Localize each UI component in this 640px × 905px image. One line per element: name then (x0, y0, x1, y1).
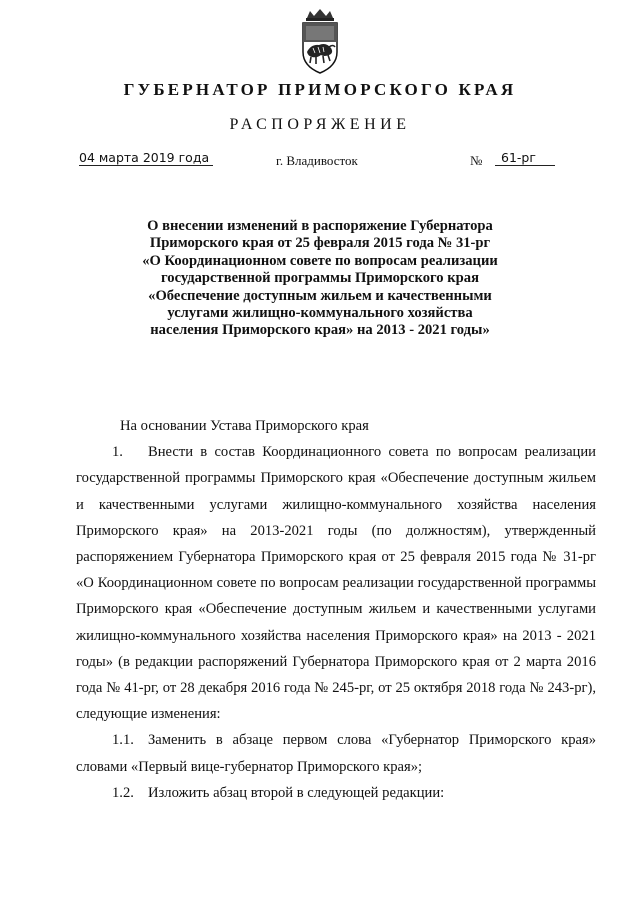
governor-heading: ГУБЕРНАТОР ПРИМОРСКОГО КРАЯ (123, 80, 517, 99)
title-line: «Обеспечение доступным жильем и качественными (148, 287, 492, 304)
coat-of-arms-icon (293, 8, 347, 76)
document-body (76, 413, 596, 806)
title-line: государственной программы Приморского края (161, 270, 479, 287)
item-1-number: 1. (112, 444, 123, 461)
item-1-1-text: Заменить в абзаце первом слова «Губернатор Приморского края» словами «Первый вице-губернатор Приморского края»; (76, 732, 596, 775)
document-type: РАСПОРЯЖЕНИЕ (229, 116, 411, 133)
number-label: № (470, 153, 483, 168)
title-line: О внесении изменений в распоряжение Губернатора (147, 218, 493, 234)
title-line: «О Координационном совете по вопросам реализации (142, 252, 498, 269)
title-line: Приморского края от 25 февраля 2015 года № 31-рг (149, 235, 491, 252)
document-number: 61-рг (495, 150, 555, 166)
title-line: населения Приморского края» на 2013 - 2021 годы» (150, 322, 490, 339)
item-1-2-text: Изложить абзац второй в следующей редакции: (148, 784, 445, 801)
item-1-paragraph (76, 439, 596, 727)
document-title (90, 218, 550, 340)
item-1-text: Внести в состав Координационного совета по вопросам реализации государственной программы Приморского края «Обеспечение доступным жильем и качественными услугами жилищно-коммунального хозяйства населения Приморского края» на 2013-2021 годы (по должностям), утвержденный распоряжением Губернатора Приморского края от 25 февраля 2015 года № 31-рг «О Координационном совете по вопросам реализации государственной программы Приморского края «Обеспечение доступным жильем и качественными услугами жилищно-коммунального хозяйства населения Приморского края» на 2013 - 2021 годы» (в редакции распоряжений Губернатора Приморского края от 2 марта 2016 года № 41-рг, от 28 декабря 2016 года № 245-рг, от 25 октября 2018 года № 243-рг), следующие изменения: (76, 444, 596, 723)
document-city: г. Владивосток (276, 153, 358, 168)
item-1-1-number: 1.1. (112, 732, 134, 749)
item-1-2-number: 1.2. (112, 784, 134, 801)
item-1-2-paragraph (76, 780, 596, 806)
document-date: 04 марта 2019 года (79, 150, 213, 166)
basis-paragraph: На основании Устава Приморского края (120, 418, 369, 434)
item-1-1-paragraph (76, 727, 596, 779)
title-line: услугами жилищно-коммунального хозяйства (167, 305, 473, 322)
